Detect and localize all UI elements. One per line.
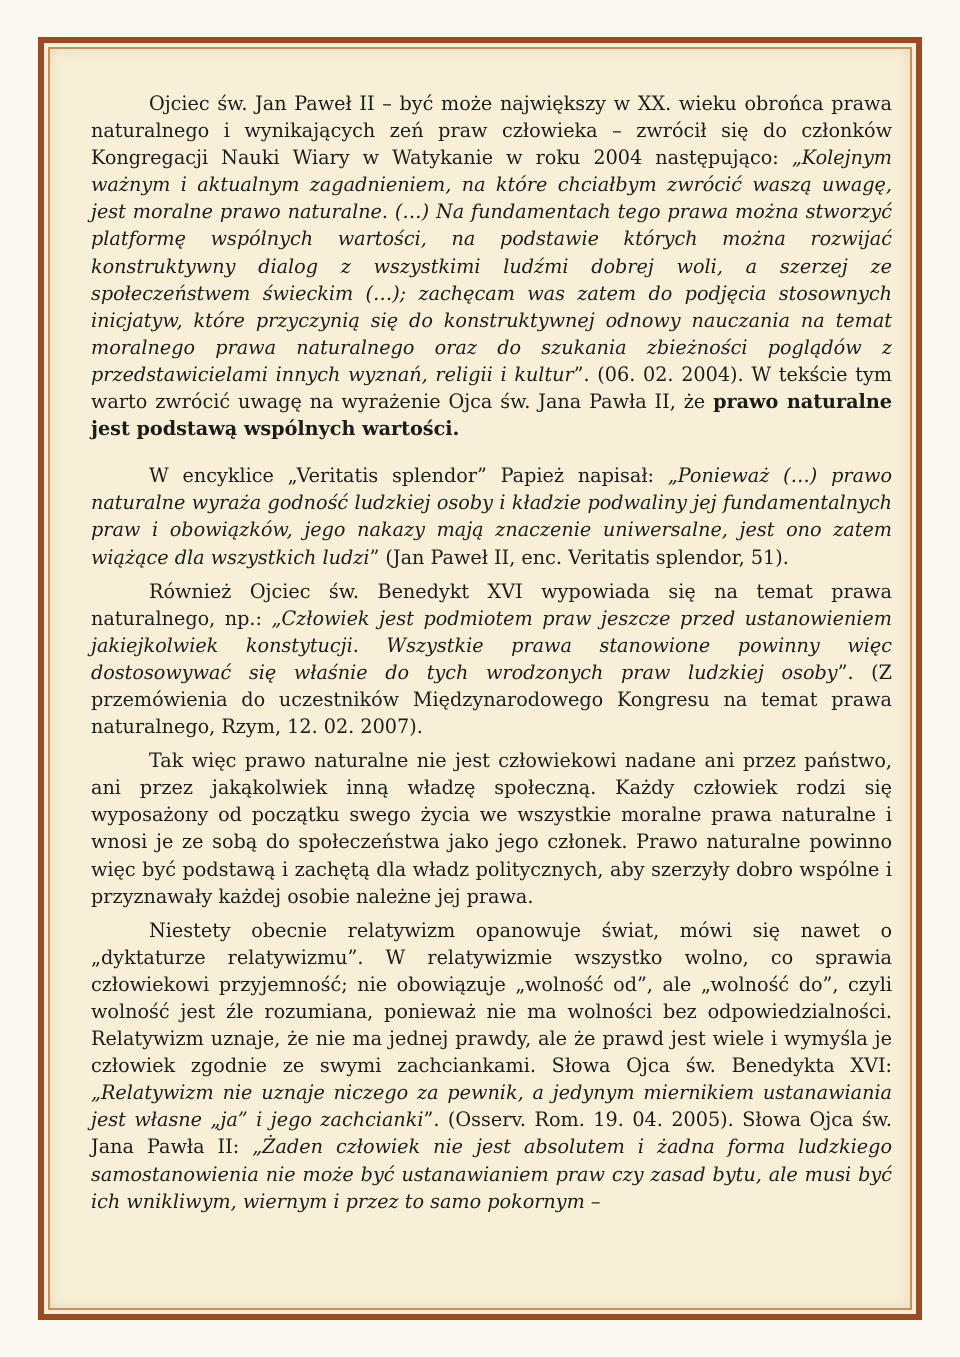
body-text: ”. (Z przemówienia do uczestników Międzynarodowego Kongresu na temat prawa naturalnego, Rzym, 12. 02. 2007). [91,660,893,739]
quote-text: „Człowiek jest podmiotem praw jeszcze przed ustanowieniem jakiejkolwiek konstytucji. Wszystkie prawa stanowione powinny więc dostosowywać się właśnie do tych wrodzonych praw ludzkiej osoby [91,606,892,684]
emphasis-text: prawo naturalne jest podstawą wspólnych wartości. [91,390,892,441]
quote-text: „Kolejnym ważnym i aktualnym zagadnieniem, na które chciałbym zwrócić waszą uwagę, jest moralne prawo naturalne. (…) Na fundamentach tego prawa można stworzyć platformę wspólnych wartości, na podstawie których można rozwijać konstruktywny dialog z wszystkimi ludźmi dobrej woli, a szerzej ze społeczeństwem świeckim (…); zachęcam was zatem do podjęcia stosownych inicjatyw, które przyczynią się do konstruktywnej odnowy nauczania na temat moralnego prawa naturalnego oraz do szukania zbieżności poglądów z przedstawicielami innych wyznań, religii i kultur [91,146,892,386]
body-text: Tak więc prawo naturalne nie jest człowiekowi nadane ani przez państwo, ani przez jakąkolwiek inną władzę społeczną. Każdy człowiek rodzi się wyposażony od początku swego życia we wszystkie moralne prawa naturalne i wnosi je ze sobą do społeczeństwa jako jego członek. Prawo naturalne powinno więc być podstawą i zachętą dla władz politycznych, aby szerzyły dobro wspólne i przyznawały każdej osobie należne jej prawa. [91,749,892,908]
paragraph-2 [91,462,892,570]
body-text: ”. (06. 02. 2004). W tekście tym warto zwrócić uwagę na wyrażenie Ojca św. Jana Pawła II, że [91,362,892,414]
quote-text: „Ponieważ (…) prawo naturalne wyraża godność ludzkiej osoby i kładzie podwaliny jej fundamentalnych praw i obowiązków, jego nakazy mają znaczenie uniwersalne, jest ono zatem wiążące dla wszystkich ludzi [91,464,892,569]
body-text: Również Ojciec św. Benedykt XVI wypowiada się na temat prawa naturalnego, np.: [91,579,892,630]
body-text: Ojciec św. Jan Paweł II – być może największy w XX. wieku obrońca prawa naturalnego i wynikających zeń praw człowieka – zwrócił się do członków Kongregacji Nauki Wiary w Watykanie w roku 2004 następująco: [91,92,892,170]
quote-text: „Żaden człowiek nie jest absolutem i żadna forma ludzkiego samostanowienia nie może być ustanawianiem praw czy zasad bytu, ale musi być ich wnikliwym, wiernym i przez to samo pokornym – [91,1135,892,1213]
body-text: Niestety obecnie relatywizm opanowuje świat, mówi się nawet o „dyktaturze relatywizmu”. W relatywizmie wszystko wolno, co sprawia człowiekowi przyjemność; nie obowiązuje „wolność od”, ale „wolność do”, czyli wolność jest źle rozumiana, ponieważ nie ma wolności bez odpowiedzialności. Relatywizm uznaje, że nie ma jednej prawdy, ale że prawd jest wiele i wymyśla je człowiek zgodnie ze swymi zachciankami. Słowa Ojca św. Benedykta XVI: [91,918,892,1078]
paragraph-5 [91,917,892,1215]
paragraph-3 [91,578,892,741]
body-text: ” (Jan Paweł II, enc. Veritatis splendor, 51). [369,545,789,569]
paragraph-1 [91,90,892,442]
body-text: W encyklice „Veritatis splendor” Papież napisał: [149,464,668,488]
paragraph-4 [91,747,892,910]
body-text: ”. (Osserv. Rom. 19. 04. 2005). Słowa Ojca św. Jana Pawła II: [91,1108,892,1159]
document-body [91,90,892,1215]
quote-text: „Relatywizm nie uznaje niczego za pewnik, a jedynym miernikiem ustanawiania jest własne „ja” i jego zachcianki [91,1081,892,1132]
